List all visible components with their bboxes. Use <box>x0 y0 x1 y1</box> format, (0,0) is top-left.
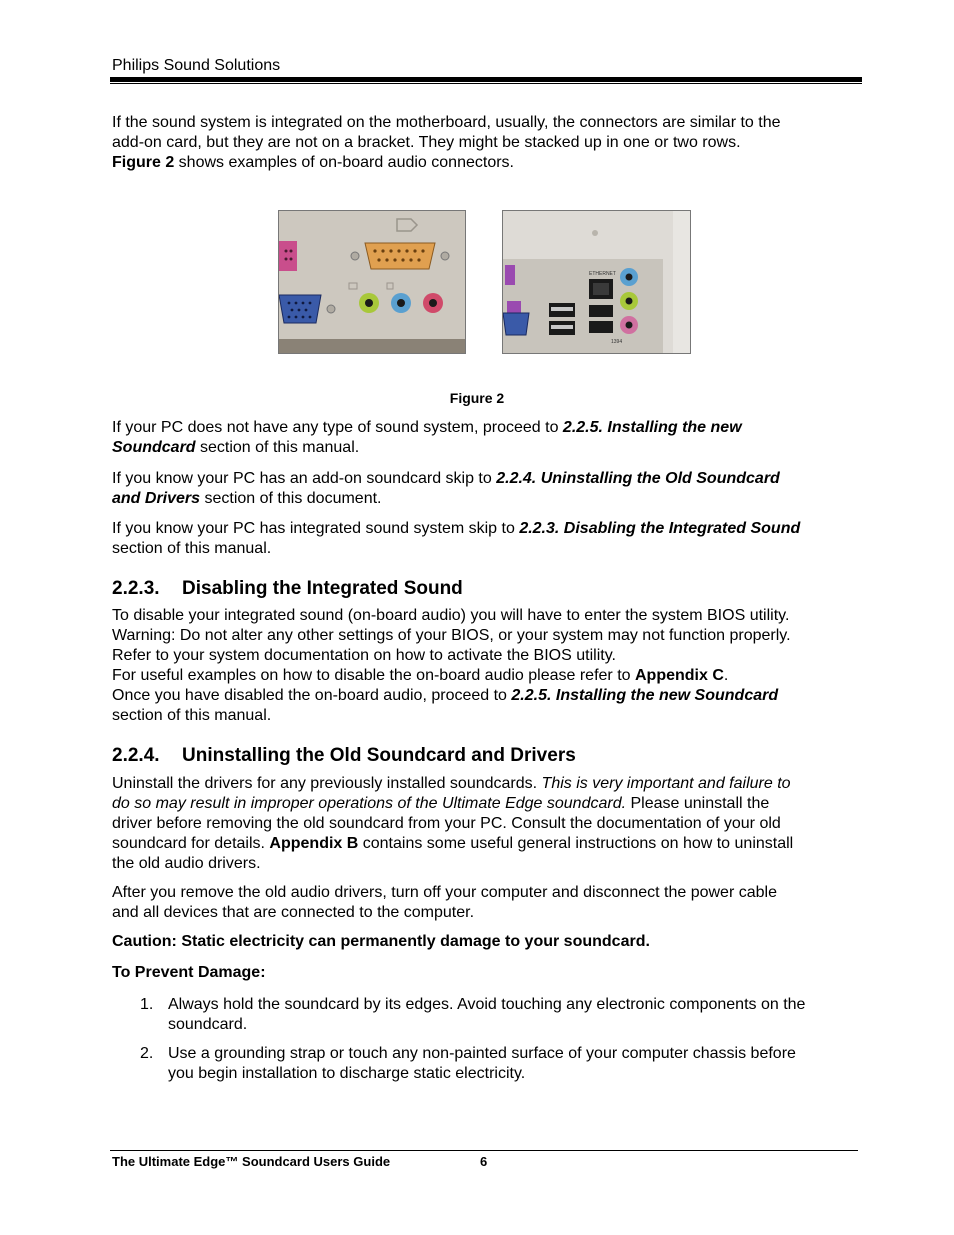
section-number: 2.2.4. <box>112 745 160 766</box>
ref-installing-new-soundcard-cont: Soundcard <box>112 439 196 456</box>
section-title: Disabling the Integrated Sound <box>182 578 463 599</box>
nav-p2-post: section of this document. <box>200 490 382 507</box>
body-line: driver before removing the old soundcard from your PC. Consult the documentation of your old <box>112 815 781 832</box>
nav-p2-text: If you know your PC has an add-on soundcard skip to <box>112 470 497 487</box>
intro-line-3: shows examples of on-board audio connectors. <box>174 154 514 171</box>
list-text: soundcard. <box>168 1016 248 1033</box>
emphasis-text: do so may result in improper operations of the Ultimate Edge soundcard. <box>112 795 627 812</box>
emphasis-text: This is very important and failure to <box>541 775 791 792</box>
footer-rule <box>110 1150 858 1151</box>
nav-paragraph-1 <box>112 418 857 458</box>
ref-uninstalling-old-soundcard: 2.2.4. Uninstalling the Old Soundcard <box>496 470 780 487</box>
header-rule <box>110 77 862 82</box>
list-text: Always hold the soundcard by its edges. Avoid touching any electronic components on the <box>168 996 806 1013</box>
nav-p3-text: If you know your PC has integrated sound system skip to <box>112 520 520 537</box>
ref-uninstalling-old-soundcard-cont: and Drivers <box>112 490 201 507</box>
section-heading-2-2-4 <box>112 745 576 767</box>
page-number: 6 <box>480 1154 488 1169</box>
body-line: To disable your integrated sound (on-board audio) you will have to enter the system BIOS utility. <box>112 607 790 624</box>
punctuation: . <box>723 667 729 684</box>
section-title: Uninstalling the Old Soundcard and Drivers <box>182 745 576 766</box>
body-line: Refer to your system documentation on how to activate the BIOS utility. <box>112 647 616 664</box>
section-2-2-4-paragraph-1 <box>112 774 857 874</box>
body-line: soundcard for details. <box>112 835 270 852</box>
list-text: Use a grounding strap or touch any non-painted surface of your computer chassis before <box>168 1045 796 1062</box>
nav-paragraph-3 <box>112 519 857 559</box>
list-item <box>140 995 858 1035</box>
connector-panel-illustration <box>279 211 465 353</box>
body-line: contains some useful general instructions on how to uninstall <box>358 835 794 852</box>
warning-line: Warning: Do not alter any other settings of your BIOS, or your system may not function properly. <box>112 627 791 644</box>
nav-p1-text: If your PC does not have any type of sound system, proceed to <box>112 419 563 436</box>
intro-line-2: add-on card, but they are not on a bracket. They might be stacked up in one or two rows. <box>112 134 741 151</box>
body-line: and all devices that are connected to the computer. <box>112 904 475 921</box>
list-text: you begin installation to discharge static electricity. <box>168 1065 526 1082</box>
page-header-company: Philips Sound Solutions <box>112 57 281 74</box>
section-2-2-4-paragraph-2 <box>112 883 857 923</box>
ref-appendix-c: Appendix C <box>634 667 724 684</box>
body-line: Once you have disabled the on-board audio, proceed to <box>112 687 512 704</box>
nav-p1-post: section of this manual. <box>195 439 360 456</box>
body-line: For useful examples on how to disable the on-board audio please refer to <box>112 667 635 684</box>
list-item <box>140 1044 858 1084</box>
footer-title: The Ultimate Edge™ Soundcard Users Guide <box>112 1154 391 1169</box>
figure-onboard-connectors-photo <box>278 210 466 354</box>
firewire-label: 1394 <box>611 339 623 345</box>
body-line: section of this manual. <box>112 707 272 724</box>
ref-disabling-integrated-sound: 2.2.3. Disabling the Integrated Sound <box>519 520 801 537</box>
header-rule-thin <box>110 83 862 84</box>
figure-reference: Figure 2 <box>112 154 175 171</box>
body-line: the old audio drivers. <box>112 855 261 872</box>
ref-installing-new-soundcard-2: 2.2.5. Installing the new Soundcard <box>511 687 779 704</box>
figure-stacked-io-panel-photo <box>502 210 691 354</box>
list-number: 1. <box>140 996 154 1013</box>
intro-paragraph <box>112 113 857 173</box>
ethernet-label: ETHERNET <box>589 271 616 277</box>
section-2-2-3-body <box>112 606 857 726</box>
section-number: 2.2.3. <box>112 578 160 599</box>
body-line: Uninstall the drivers for any previously installed soundcards. <box>112 775 542 792</box>
nav-p3-post: section of this manual. <box>112 540 272 557</box>
body-line: After you remove the old audio drivers, turn off your computer and disconnect the power cable <box>112 884 777 901</box>
list-number: 2. <box>140 1045 154 1062</box>
ref-appendix-b: Appendix B <box>269 835 359 852</box>
body-line: Please uninstall the <box>626 795 770 812</box>
section-heading-2-2-3 <box>112 578 463 600</box>
intro-line-1: If the sound system is integrated on the motherboard, usually, the connectors are similar to the <box>112 114 781 131</box>
io-panel-illustration <box>503 211 690 353</box>
prevent-damage-heading: To Prevent Damage: <box>112 964 266 981</box>
figure-caption: Figure 2 <box>449 390 505 406</box>
nav-paragraph-2 <box>112 469 857 509</box>
ref-installing-new-soundcard: 2.2.5. Installing the new <box>562 419 742 436</box>
caution-heading: Caution: Static electricity can permanently damage to your soundcard. <box>112 933 650 950</box>
